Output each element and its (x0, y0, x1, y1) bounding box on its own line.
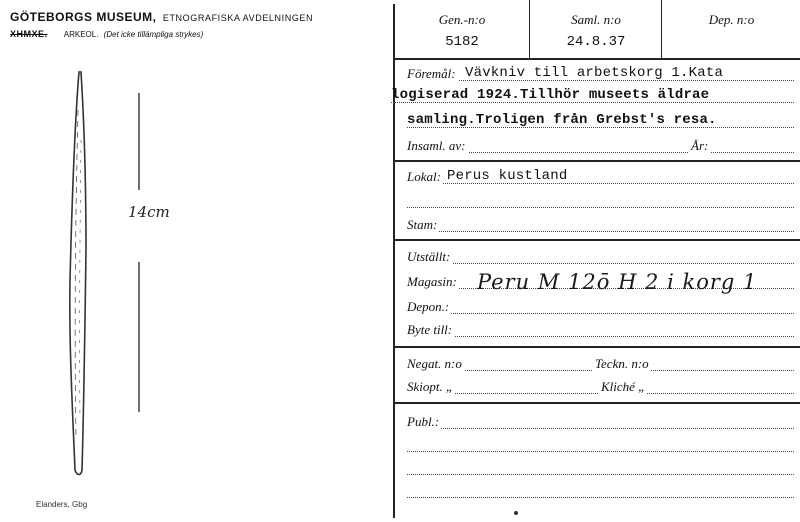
stam-label: Stam: (407, 217, 438, 232)
foremal-value-line1: Vävkniv till arbetskorg 1.Kata (465, 65, 724, 81)
museum-name: GÖTEBORGS MUSEUM, (10, 10, 157, 24)
gen-number-label: Gen.-n:o (438, 12, 486, 27)
publ-label: Publ.: (407, 414, 440, 429)
object-drawing (0, 0, 393, 522)
catalog-card (391, 0, 800, 522)
skiopt-row (407, 376, 794, 398)
byte-row (407, 319, 794, 341)
department-name: ETNOGRAFISKA AVDELNINGEN (162, 13, 314, 23)
struck-note: (Det icke tillämpliga strykes) (103, 30, 204, 39)
ar-label: År: (691, 138, 709, 153)
utstallt-label: Utställt: (407, 249, 451, 264)
byte-label: Byte till: (407, 322, 453, 337)
publ-row-3 (407, 457, 794, 479)
depon-row (407, 296, 794, 318)
teckn-label: Teckn. n:o (595, 356, 649, 371)
foremal-row-2 (391, 85, 794, 107)
card-header (395, 0, 800, 60)
publ-row-4 (407, 480, 794, 502)
foremal-row (407, 63, 794, 85)
dep-number-cell (661, 0, 800, 58)
lokal-row-2 (407, 190, 794, 212)
publ-row (407, 411, 794, 433)
utstallt-row (407, 246, 794, 268)
saml-number-cell (529, 0, 662, 58)
arkeol-label: ARKEOL. (63, 30, 99, 39)
magasin-label: Magasin: (407, 274, 457, 289)
left-panel (0, 0, 393, 522)
size-annotation: 14cm (128, 203, 170, 221)
insaml-row (407, 135, 794, 157)
dep-number-label: Dep. n:o (708, 12, 755, 27)
stam-row (407, 214, 794, 236)
negat-label: Negat. n:o (407, 356, 462, 371)
gen-number-value: 5182 (445, 34, 479, 50)
lokal-row (407, 166, 794, 188)
foremal-value-line2: logiserad 1924.Tillhör museets äldrae (391, 87, 710, 103)
gen-number-cell (395, 0, 529, 58)
printer-imprint: Elanders, Gbg (36, 500, 88, 509)
foremal-label: Föremål: (407, 66, 456, 81)
insaml-label: Insaml. av: (407, 138, 466, 153)
magasin-row (407, 271, 794, 293)
negat-row (407, 353, 794, 375)
saml-number-value: 24.8.37 (566, 34, 626, 50)
lokal-value: Perus kustland (447, 168, 568, 184)
skiopt-label: Skiopt. „ (407, 379, 454, 394)
depon-label: Depon.: (407, 299, 450, 314)
struck-section-label: XHMXE. (10, 29, 48, 39)
punch-hole (514, 511, 518, 515)
kliche-label: Kliché „ (601, 379, 646, 394)
magasin-value: Peru M 12ō H 2 i korg 1 (477, 270, 758, 294)
saml-number-label: Saml. n:o (571, 12, 621, 27)
foremal-row-3 (407, 110, 794, 132)
lokal-label: Lokal: (407, 169, 441, 184)
publ-row-2 (407, 434, 794, 456)
foremal-value-line3: samling.Troligen från Grebst's resa. (407, 112, 717, 128)
